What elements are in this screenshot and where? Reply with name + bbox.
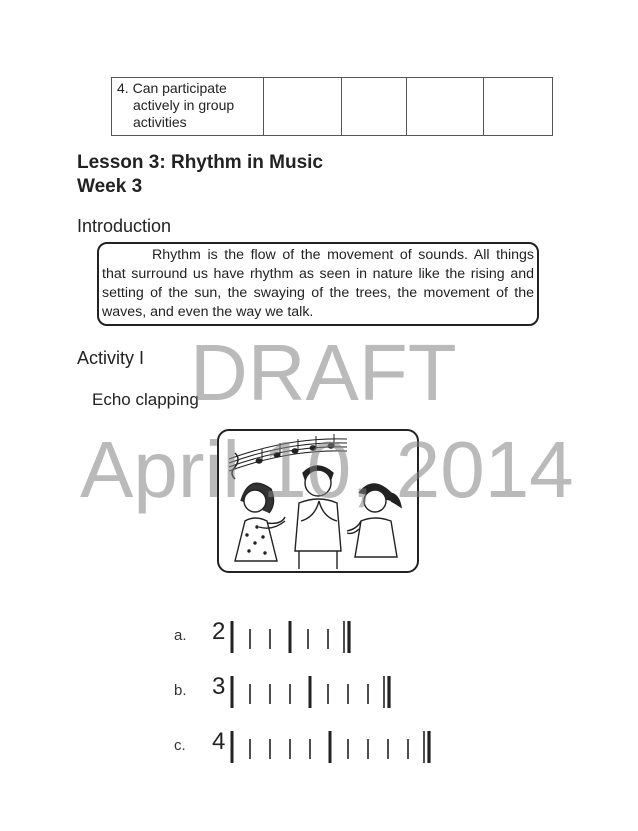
rating-cell: [342, 78, 407, 136]
introduction-text: Rhythm is the flow of the movement of sounds. All things that surround us have rhythm as seen in nature like the rising and setting of the sun, the swaying of the trees, the movement of the waves, and even the way we talk.: [102, 247, 534, 320]
lesson-title: Lesson 3: Rhythm in Music: [77, 152, 323, 173]
criterion-line-2: actively in group: [133, 97, 235, 113]
criterion-line-1: Can participate: [132, 80, 227, 96]
rhythm-notation-c: [228, 727, 528, 767]
rhythm-notation-b: [228, 672, 528, 712]
rhythm-letter: c.: [174, 737, 186, 754]
rating-cell: [264, 78, 342, 136]
introduction-box: [97, 242, 539, 326]
introduction-heading: Introduction: [77, 216, 172, 236]
lesson-heading: [77, 151, 323, 199]
draft-watermark: DRAFT: [190, 328, 457, 417]
rhythm-letter: a.: [174, 627, 187, 644]
rating-cell: [484, 78, 553, 136]
rhythm-row-c: [0, 727, 638, 767]
criterion-number: 4.: [117, 80, 129, 96]
criterion-cell: [112, 78, 264, 136]
rhythm-meter: 2: [212, 618, 226, 645]
rubric-table: [111, 77, 553, 136]
criterion-line-3: activities: [133, 114, 187, 130]
rhythm-meter: 3: [212, 673, 226, 700]
rhythm-row-a: [0, 617, 638, 657]
lesson-week: Week 3: [77, 176, 143, 197]
rubric-row: [112, 78, 553, 136]
rhythm-notation-a: [228, 617, 528, 657]
date-watermark: April 10, 2014: [80, 425, 574, 514]
rhythm-letter: b.: [174, 682, 187, 699]
activity-subtitle: Echo clapping: [92, 390, 199, 409]
rhythm-row-b: [0, 672, 638, 712]
activity-heading: Activity I: [77, 348, 145, 368]
rhythm-meter: 4: [212, 728, 226, 755]
rating-cell: [407, 78, 484, 136]
